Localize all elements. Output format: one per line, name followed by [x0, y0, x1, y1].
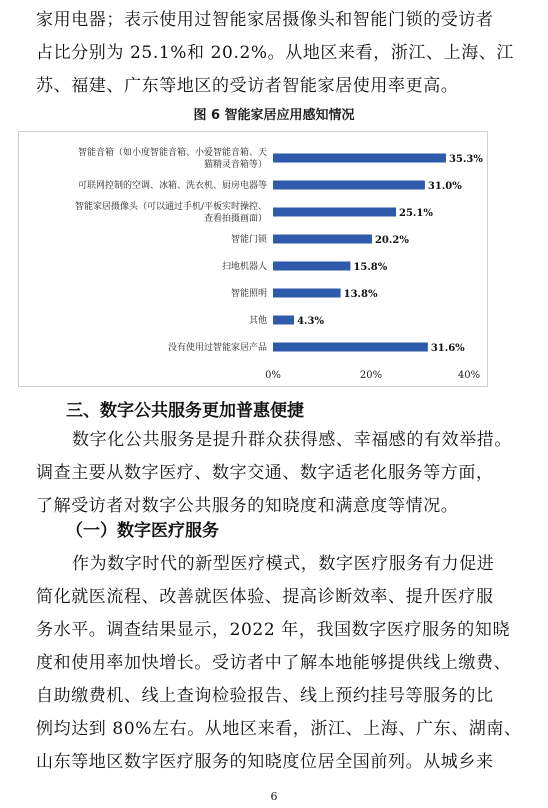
- bar: [273, 154, 446, 163]
- category-label: 智能门锁: [230, 235, 267, 245]
- bar-chart-svg: [19, 132, 487, 386]
- bar-value-label: 20.2%: [374, 235, 409, 246]
- bar-value-label: 31.0%: [427, 181, 462, 192]
- x-tick-label: 20%: [359, 370, 383, 381]
- category-label: 智能音箱（如小度智能音箱、小爱智能音箱、天: [77, 148, 267, 158]
- bar-chart: [18, 131, 488, 387]
- text-line: 简化就医流程、改善就医体验、提高诊断效率、提升医疗服: [36, 587, 494, 607]
- category-label: 查看拍摄画面）: [203, 214, 267, 224]
- section-heading: 三、数字公共服务更加普惠便捷: [66, 401, 304, 421]
- category-label: 智能照明: [230, 289, 267, 299]
- x-tick-label: 40%: [457, 370, 481, 381]
- text-line: 苏、福建、广东等地区的受访者智能家居使用率更高。: [36, 76, 459, 96]
- text-line: 作为数字时代的新型医疗模式，数字医疗服务有力促进: [72, 554, 495, 574]
- text-line: 度和使用率加快增长。受访者中了解本地能够提供线上缴费、: [36, 653, 512, 673]
- bar: [273, 316, 294, 325]
- paragraph-smart-home-usage: [36, 4, 516, 103]
- bar-value-label: 15.8%: [353, 262, 388, 273]
- text-line: 家用电器；表示使用过智能家居摄像头和智能门锁的受访者: [36, 10, 494, 30]
- bar: [273, 208, 396, 217]
- text-line: 务水平。调查结果显示，2022 年，我国数字医疗服务的知晓: [36, 620, 511, 640]
- bar: [273, 262, 350, 271]
- bar-value-label: 31.6%: [430, 343, 465, 354]
- bar: [273, 235, 372, 244]
- text-line: 山东等地区数字医疗服务的知晓度位居全国前列。从城乡来: [36, 752, 494, 772]
- text-line: 例均达到 80%左右。从地区来看，浙江、上海、广东、湖南、: [36, 719, 522, 739]
- text-line: 占比分别为 25.1%和 20.2%。从地区来看，浙江、上海、江: [36, 43, 515, 63]
- bar-value-label: 35.3%: [448, 154, 483, 165]
- x-tick-label: 0%: [265, 370, 281, 381]
- category-label: 扫地机器人: [221, 262, 267, 272]
- category-label: 其他: [248, 316, 267, 326]
- bar-value-label: 25.1%: [398, 208, 433, 219]
- category-label: 没有使用过智能家居产品: [167, 343, 267, 353]
- bar-value-label: 4.3%: [297, 316, 324, 327]
- category-label: 猫精灵音箱等）: [203, 160, 267, 170]
- bar: [273, 343, 428, 352]
- figure-title: 图 6 智能家居应用感知情况: [193, 108, 355, 123]
- paragraph-digital-medical-services: [36, 548, 522, 779]
- category-label: 智能家居摄像头（可以通过手机/平板实时操控、: [74, 202, 267, 212]
- paragraph-digital-public-services: [36, 424, 516, 523]
- text-line: 了解受访者对数字公共服务的知晓度和满意度等情况。: [36, 496, 459, 516]
- bar-value-label: 13.8%: [343, 289, 378, 300]
- text-line: 调查主要从数字医疗、数字交通、数字适老化服务等方面，: [36, 463, 494, 483]
- text-line: 自助缴费机、线上查询检验报告、线上预约挂号等服务的比: [36, 686, 494, 706]
- category-label: 可联网控制的空调、冰箱、洗衣机、厨房电器等: [77, 181, 267, 191]
- page-number: 6: [270, 790, 278, 803]
- text-line: 数字化公共服务是提升群众获得感、幸福感的有效举措。: [72, 430, 512, 450]
- bar: [273, 181, 425, 190]
- subsection-heading: （一）数字医疗服务: [66, 521, 219, 541]
- bar: [273, 289, 341, 298]
